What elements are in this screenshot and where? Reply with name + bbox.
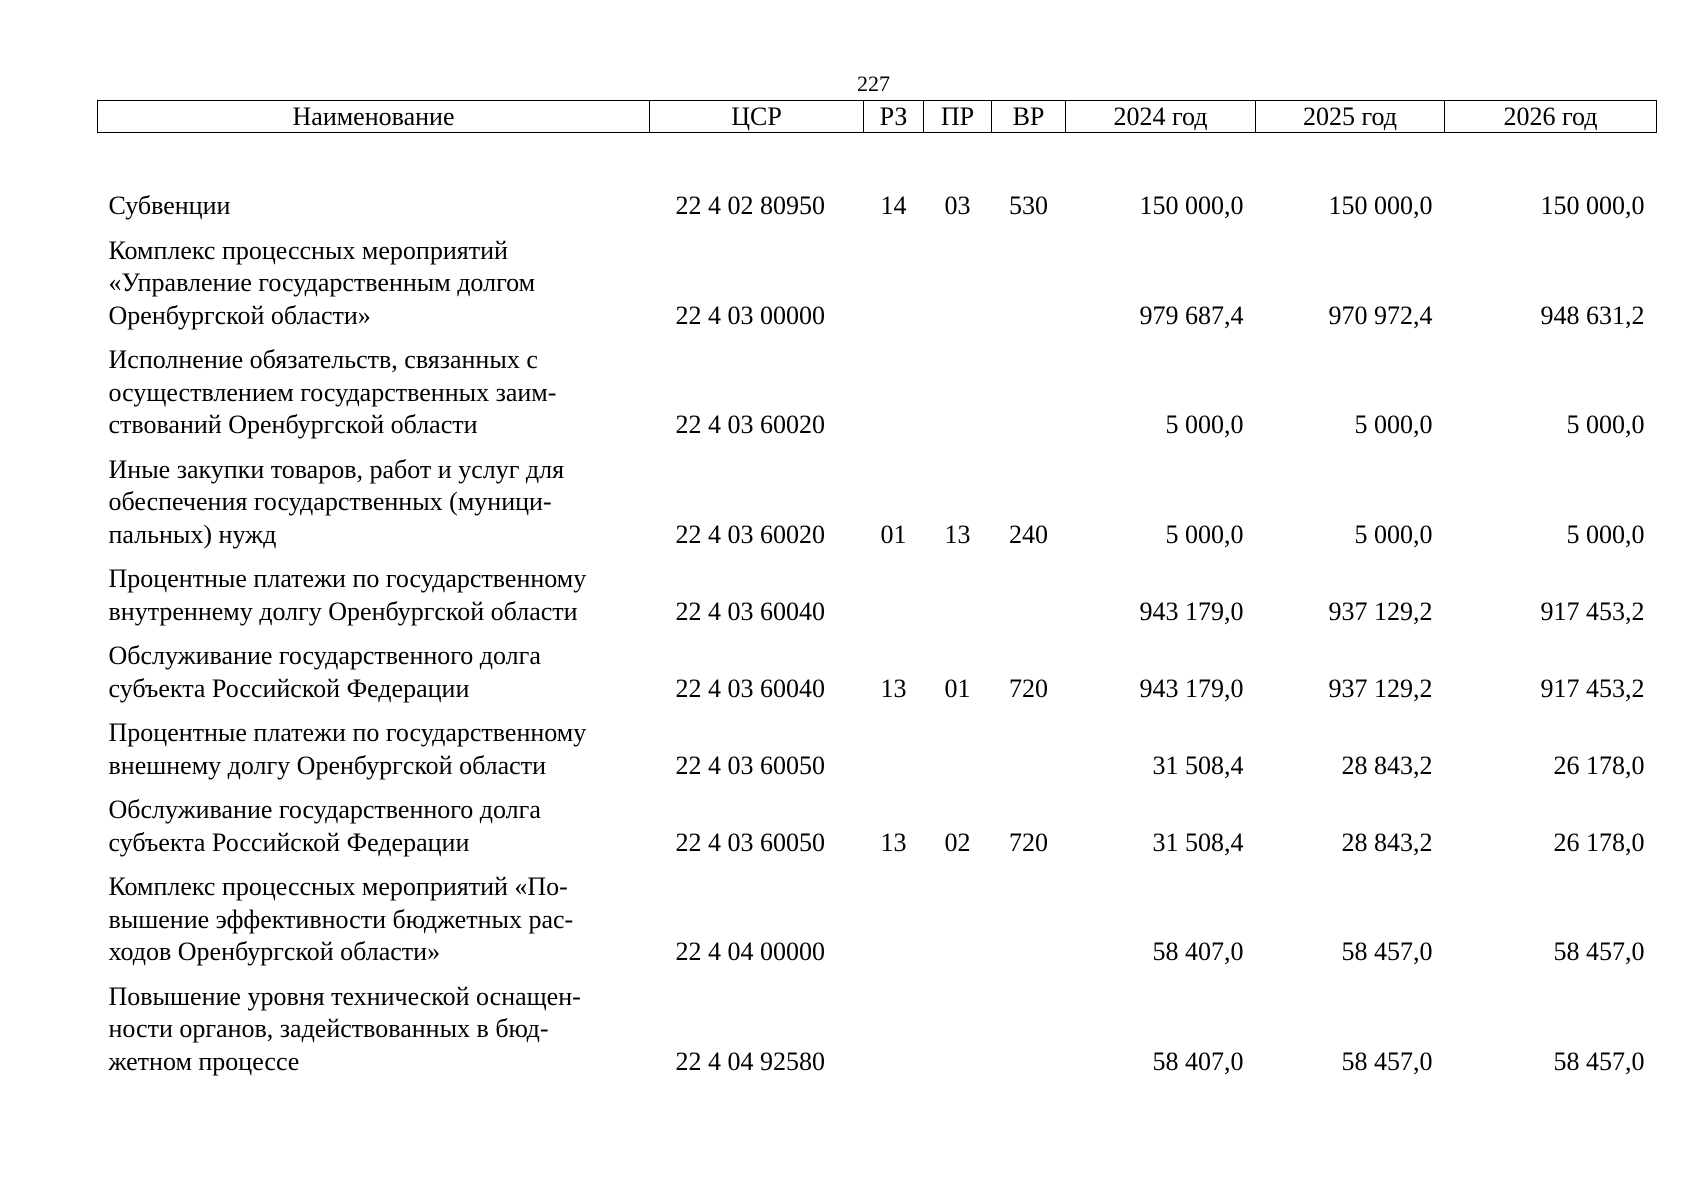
row-csr: 22 4 03 60050 (675, 827, 825, 857)
row-name: Исполнение обязательств, связанных с осуществлением государственных заим- ствований Оренбургской области (108, 345, 557, 439)
row-csr: 22 4 02 80950 (675, 191, 825, 220)
row-pr (924, 969, 992, 1079)
row-csr: 22 4 03 60020 (675, 410, 825, 439)
table-row (98, 859, 1657, 969)
row-name: Комплекс процессных мероприятий «По- вышение эффективности бюджетных рас- ходов Оренбургской области» (108, 872, 574, 966)
row-pr (924, 551, 992, 628)
row-csr: 22 4 04 00000 (675, 937, 825, 966)
row-2024: 150 000,0 (1139, 191, 1244, 220)
table-row (98, 223, 1657, 333)
row-rz: 13 (880, 827, 907, 857)
row-2024: 58 407,0 (1152, 937, 1244, 966)
row-rz: 13 (880, 673, 907, 703)
row-csr: 22 4 03 60020 (675, 519, 825, 549)
row-2026: 917 453,2 (1540, 596, 1645, 626)
row-2024: 31 508,4 (1152, 750, 1244, 780)
header-2026: 2026 год (1445, 101, 1657, 133)
row-rz (864, 332, 924, 442)
table-header (98, 101, 1657, 133)
row-csr: 22 4 03 00000 (675, 300, 825, 330)
row-2024: 943 179,0 (1139, 673, 1244, 703)
row-2026: 58 457,0 (1553, 1046, 1645, 1076)
row-pr: 13 (944, 519, 971, 549)
row-2025: 5 000,0 (1354, 519, 1433, 549)
row-rz (864, 551, 924, 628)
row-pr: 02 (944, 827, 971, 857)
row-2024: 31 508,4 (1152, 827, 1244, 857)
row-2025: 58 457,0 (1341, 937, 1433, 966)
row-2026: 917 453,2 (1540, 673, 1645, 703)
row-2026: 5 000,0 (1566, 410, 1645, 439)
row-2025: 58 457,0 (1341, 1046, 1433, 1076)
row-2026: 26 178,0 (1553, 750, 1645, 780)
row-rz (864, 969, 924, 1079)
header-csr: ЦСР (650, 101, 864, 133)
row-pr: 01 (944, 673, 971, 703)
row-vr: 240 (1009, 519, 1048, 549)
row-2026: 26 178,0 (1553, 827, 1645, 857)
row-csr: 22 4 03 60050 (675, 750, 825, 780)
row-name: Процентные платежи по государственному внешнему долгу Оренбургской области (108, 718, 587, 780)
table-row (98, 332, 1657, 442)
row-name: Иные закупки товаров, работ и услуг для обеспечения государственных (муници- пальных) нужд (108, 454, 565, 549)
table-row (98, 442, 1657, 552)
row-vr (992, 969, 1066, 1079)
row-rz: 01 (880, 519, 907, 549)
row-2025: 28 843,2 (1341, 750, 1433, 780)
row-2024: 943 179,0 (1139, 596, 1244, 626)
header-2025: 2025 год (1256, 101, 1445, 133)
row-vr: 530 (1009, 191, 1048, 220)
header-2024: 2024 год (1066, 101, 1256, 133)
row-2024: 5 000,0 (1165, 519, 1244, 549)
table-row (98, 628, 1657, 705)
row-2026: 5 000,0 (1566, 519, 1645, 549)
row-rz (864, 859, 924, 969)
row-2025: 150 000,0 (1328, 191, 1433, 220)
row-csr: 22 4 03 60040 (675, 673, 825, 703)
header-rz: РЗ (864, 101, 924, 133)
row-pr (924, 705, 992, 782)
row-vr (992, 332, 1066, 442)
row-name: Повышение уровня технической оснащен- ности органов, задействованных в бюд- жетном процессе (108, 981, 581, 1076)
header-name: Наименование (98, 101, 650, 133)
row-pr (924, 223, 992, 333)
table-row (98, 705, 1657, 782)
row-rz (864, 223, 924, 333)
row-vr (992, 223, 1066, 333)
row-2026: 948 631,2 (1540, 300, 1645, 330)
row-name: Субвенции (108, 191, 231, 220)
row-2024: 58 407,0 (1152, 1046, 1244, 1076)
row-2025: 28 843,2 (1341, 827, 1433, 857)
table-row (98, 969, 1657, 1079)
row-name: Процентные платежи по государственному внутреннему долгу Оренбургской области (108, 564, 587, 626)
row-name: Обслуживание государственного долга субъекта Российской Федерации (108, 795, 541, 857)
row-2025: 970 972,4 (1328, 300, 1433, 330)
row-rz: 14 (880, 191, 907, 220)
row-2026: 150 000,0 (1540, 191, 1645, 220)
page-number: 227 (857, 71, 890, 96)
row-name: Обслуживание государственного долга субъекта Российской Федерации (108, 641, 541, 703)
table-body (98, 133, 1657, 1079)
row-vr (992, 705, 1066, 782)
row-vr: 720 (1009, 827, 1048, 857)
row-vr (992, 551, 1066, 628)
row-vr (992, 859, 1066, 969)
row-2025: 937 129,2 (1328, 596, 1433, 626)
row-csr: 22 4 03 60040 (675, 596, 825, 626)
header-spacer (98, 133, 1657, 179)
row-pr (924, 859, 992, 969)
table-row (98, 551, 1657, 628)
table-row (98, 782, 1657, 859)
table-row (98, 178, 1657, 223)
row-2024: 979 687,4 (1139, 300, 1244, 330)
header-vr: ВР (992, 101, 1066, 133)
row-name: Комплекс процессных мероприятий «Управление государственным долгом Оренбургской области» (108, 235, 536, 330)
row-pr (924, 332, 992, 442)
row-rz (864, 705, 924, 782)
row-2024: 5 000,0 (1165, 410, 1244, 439)
budget-table (97, 100, 1657, 1078)
row-2026: 58 457,0 (1553, 937, 1645, 966)
header-pr: ПР (924, 101, 992, 133)
row-csr: 22 4 04 92580 (675, 1046, 825, 1076)
row-pr: 03 (944, 191, 971, 220)
row-2025: 5 000,0 (1354, 410, 1433, 439)
row-2025: 937 129,2 (1328, 673, 1433, 703)
row-vr: 720 (1009, 673, 1048, 703)
